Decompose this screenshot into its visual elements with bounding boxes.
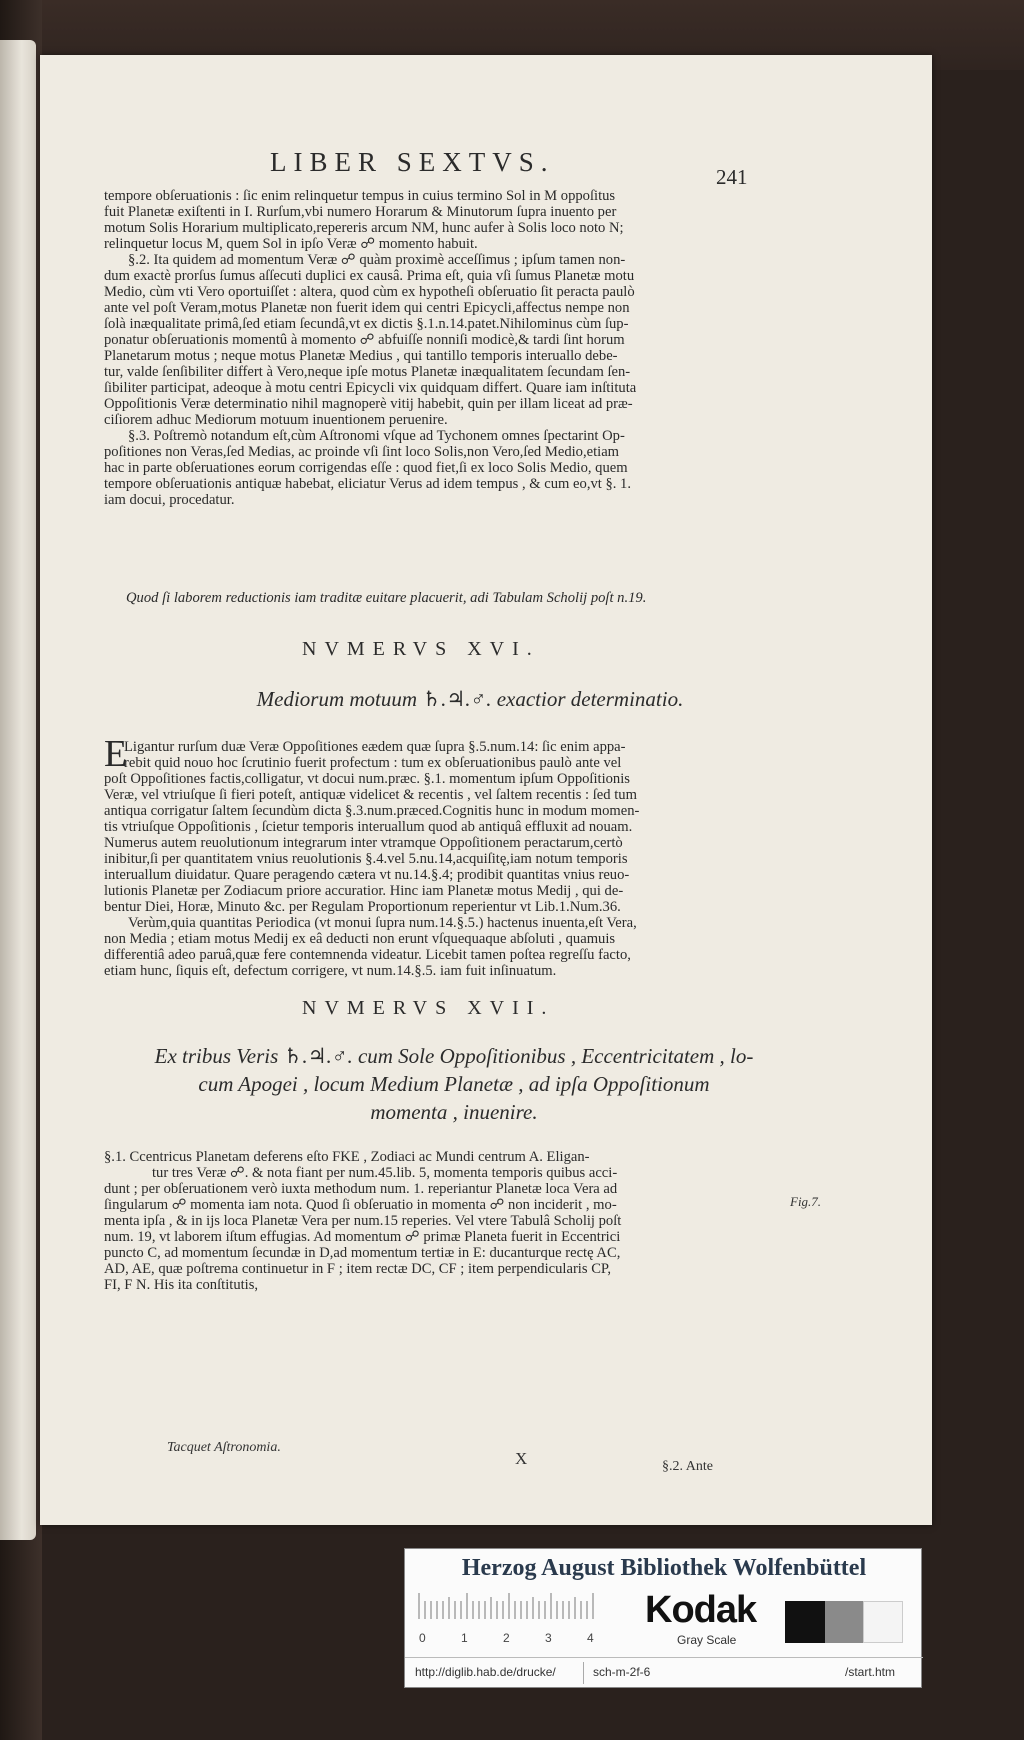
gray-patch-white	[863, 1601, 903, 1643]
text-line: fuit Planetæ exiſtenti in I. Rurſum,vbi numero Horarum & Minutorum ſupra inuento per	[104, 204, 617, 220]
url-suffix: /start.htm	[845, 1665, 896, 1679]
url-id: sch-m-2f-6	[593, 1665, 651, 1679]
section-subheading-16: Mediorum motuum ♄.♃.♂. exactior determinatio.	[256, 687, 684, 711]
italic-note	[126, 590, 646, 606]
drop-cap-e: E	[104, 733, 128, 775]
text-line: Numerus autem reuolutionum integrarum inter vtramque Oppoſitionem peractarum,certò	[104, 835, 623, 851]
facing-page-edge	[0, 40, 36, 1540]
ruler-ticks	[417, 1593, 597, 1619]
text-line: tis vtriuſque Oppoſitionis , ſcietur temporis interuallum quod ab antiquâ effluxit ad nouam.	[104, 819, 633, 835]
section-subheading-17-line-2: cum Apogei , locum Medium Planetæ , ad ipſa Oppoſitionum	[198, 1072, 710, 1096]
text-line: etiam hunc, ſiquis eſt, defectum corrigere, vt num.14.§.5. iam fuit inſinuatum.	[104, 963, 557, 979]
text-line: dum exactè prorſus ſumus aſſecuti duplici ex causâ. Prima eſt, quia vſi ſumus Planetæ motu	[104, 268, 635, 284]
library-name: Herzog August Bibliothek Wolfenbüttel	[461, 1555, 867, 1581]
text-line: non Media ; etiam motus Medij ex eâ deducti non erunt vſquequaque abſoluti , quamuis	[104, 931, 616, 947]
text-line: tempore obſeruationis : ſic enim relinquetur tempus in cuius termino Sol in M oppoſitus	[104, 188, 616, 204]
section-heading-17: NVMERVS XVII.	[302, 997, 555, 1019]
url-divider	[583, 1662, 584, 1684]
text-line: tur tres Veræ ☍. & nota fiant per num.45.lib. 5, momenta temporis quibus acci-	[152, 1165, 618, 1181]
catchword: §.2. Ante	[662, 1459, 713, 1474]
text-line: antiqua corrigatur ſaltem ſecundùm dicta §.3.num.præced.Cognitis hunc in modum momen-	[104, 803, 640, 819]
page-number: 241	[716, 165, 748, 189]
text-line: iam docui, procedatur.	[104, 492, 235, 508]
kodak-logo: Kodak	[645, 1589, 757, 1631]
section-3-text	[104, 1149, 621, 1293]
color-target-card	[404, 1548, 922, 1688]
text-line: motum Solis Horarium multiplicato,repereris arcum NM, hunc aufer à Solis loco noto N;	[104, 220, 624, 236]
text-line: ante vel poſt Veram,motus Planetæ non fuerit idem qui centri Epicycli,affectus nempe non	[104, 300, 630, 316]
signature-mark: X	[515, 1449, 528, 1468]
text-line: hac in parte obſeruationes eorum corrigendas eſſe : quod fiet,ſi ex loco Solis Medio, quem	[104, 460, 628, 476]
section-subheading-17-line-1: Ex tribus Veris ♄.♃.♂. cum Sole Oppoſitionibus , Eccentricitatem , lo-	[154, 1044, 754, 1068]
text-line: poſitiones non Veras,ſed Medias, ac proinde vſi ſint loco Solis,non Vero,ſed Medio,etiam	[104, 444, 620, 460]
url-base: http://diglib.hab.de/drucke/	[415, 1665, 556, 1679]
text-line: Oppoſitionis Veræ determinatio nihil magnoperè vitij habebit, quin per illam liceat ad præ-	[104, 396, 633, 412]
scale-number: 0	[419, 1631, 426, 1645]
text-line: tempore obſeruationis antiquæ habebat, eliciatur Verus ad idem tempus , & cum eo,vt §. 1.	[104, 476, 632, 492]
text-line: ſibiliter participat, adeoque à motu centri Epicycli vix quidquam differt. Quare iam inſtituta	[104, 380, 637, 396]
url-row	[405, 1657, 923, 1687]
section-2-text	[104, 733, 640, 979]
text-line: ciſiorem adhuc Mediorum motuum inuentionem peruenire.	[104, 412, 448, 428]
scale-number: 1	[461, 1631, 468, 1645]
scale-number: 3	[545, 1631, 552, 1645]
running-head: LIBER SEXTVS.	[270, 147, 555, 177]
text-line: inibitur,ſi per quantitatem vnius reuolutionis §.4.vel 5.nu.14,acquiſitę,iam notum temporis	[104, 851, 628, 867]
text-line: AD, AE, quæ poſtrema continuetur in F ; item rectæ DC, CF ; item perpendicularis CP,	[104, 1261, 612, 1277]
section-1-text	[104, 188, 636, 508]
gray-patch-mid	[825, 1601, 863, 1643]
text-line: tur, valde ſenſibiliter differt à Vero,neque ipſe motus Planetæ inæqualitatem ſecundam ſen-	[104, 364, 631, 380]
text-line: Planetarum motus ; neque motus Planetæ Medius , qui tantillo temporis interuallo debe-	[104, 348, 618, 364]
figure-margin-note: Fig.7.	[790, 1194, 822, 1209]
text-line: poſt Oppoſitiones factis,colligatur, vt docui num.præc. §.1. momentum ipſum Oppoſitionis	[104, 771, 630, 787]
section-subheading-17-line-3: momenta , inuenire.	[370, 1100, 538, 1124]
text-line: differentiâ adeo paruâ,quæ fere contemnenda videatur. Licebit tamen poſtea regreſſu facto,	[104, 947, 631, 963]
gray-patch-black	[785, 1601, 825, 1643]
scale-number: 2	[503, 1631, 510, 1645]
text-line: lutionis Planetæ per Zodiacum priore accuratior. Hinc iam Planetæ motus Medij , qui de-	[104, 883, 624, 899]
book-page	[40, 55, 932, 1525]
text-line: Veræ, vel vtriuſque ſi fieri poteſt, antiquæ videlicet & recentis , vel ſaltem recentis : ſed tum	[104, 787, 637, 803]
scale-number: 4	[587, 1631, 594, 1645]
text-line: ſolà inæqualitate primâ,ſed etiam ſecundâ,vt ex dictis §.1.n.14.patet.Nihilominus cùm ſup-	[104, 316, 629, 332]
text-line: §.3. Poſtremò notandum eſt,cùm Aſtronomi vſque ad Tychonem omnes ſpectarint Op-	[128, 428, 625, 444]
text-line: Ligantur rurſum duæ Veræ Oppoſitiones eædem quæ ſupra §.5.num.14: ſic enim appa-	[124, 739, 626, 755]
text-line: num. 19, vt laborem iſtum effugias. Ad momentum ☍ primæ Planeta fuerit in Eccentrici	[104, 1229, 621, 1245]
text-line: puncto C, ad momentum ſecundæ in D,ad momentum tertiæ in E: ducanturque rectę AC,	[104, 1245, 621, 1261]
text-line: interuallum diuidatur. Quare peragendo cætera vt nu.14.§.4; prodibit quantitas vnius reuo-	[104, 867, 630, 883]
text-line: ponatur obſeruationis momentû à momento ☍ abfuiſſe nonniſi modicè,& tardi ſint horum	[104, 332, 625, 348]
footer-title: Tacquet Aſtronomia.	[167, 1440, 281, 1455]
text-line: FI, F N. His ita conſtitutis,	[104, 1277, 259, 1293]
text-line: Medio, cùm vti Vero oportuiſſet : altera, quod cùm ex hypotheſi obſeruatio ſit peracta paulò	[104, 284, 635, 300]
gray-scale-label: Gray Scale	[677, 1633, 737, 1647]
section-heading-16: NVMERVS XVI.	[302, 638, 540, 660]
text-line: bentur Diei, Horæ, Minuto &c. per Regulam Proportionum reperientur vt Lib.1.Num.36.	[104, 899, 621, 915]
text-line: relinquetur locus M, quem Sol in ipſo Veræ ☍ momento habuit.	[104, 236, 478, 252]
text-line: Verùm,quia quantitas Periodica (vt monui ſupra num.14.§.5.) hactenus inuenta,eſt Vera,	[128, 915, 637, 931]
text-line: §.1. Ccentricus Planetam deferens eſto FKE , Zodiaci ac Mundi centrum A. Eligan-	[104, 1149, 590, 1165]
text-line: §.2. Ita quidem ad momentum Veræ ☍ quàm proximè acceſſimus ; ipſum tamen non-	[128, 252, 626, 268]
text-line: dunt ; per obſeruationem verò iuxta methodum num. 1. reperiantur Planetæ loca Vera ad	[104, 1181, 618, 1197]
text-line: menta ipſa , & in ijs loca Planetæ Vera per num.15 reperies. Vel vtere Tabulâ Scholij poſt	[104, 1213, 622, 1229]
text-line: ſingularum ☍ momenta iam nota. Quod ſi obſeruatio in momenta ☍ non inciderit , mo-	[104, 1197, 617, 1213]
text-line: rebit quid nouo hoc ſcrutinio fuerit profectum : tum ex obſeruationibus paulò ante vel	[124, 755, 622, 771]
italic-note-text: Quod ſi laborem reductionis iam traditæ euitare placuerit, adi Tabulam Scholij poſt n.19.	[126, 590, 647, 606]
